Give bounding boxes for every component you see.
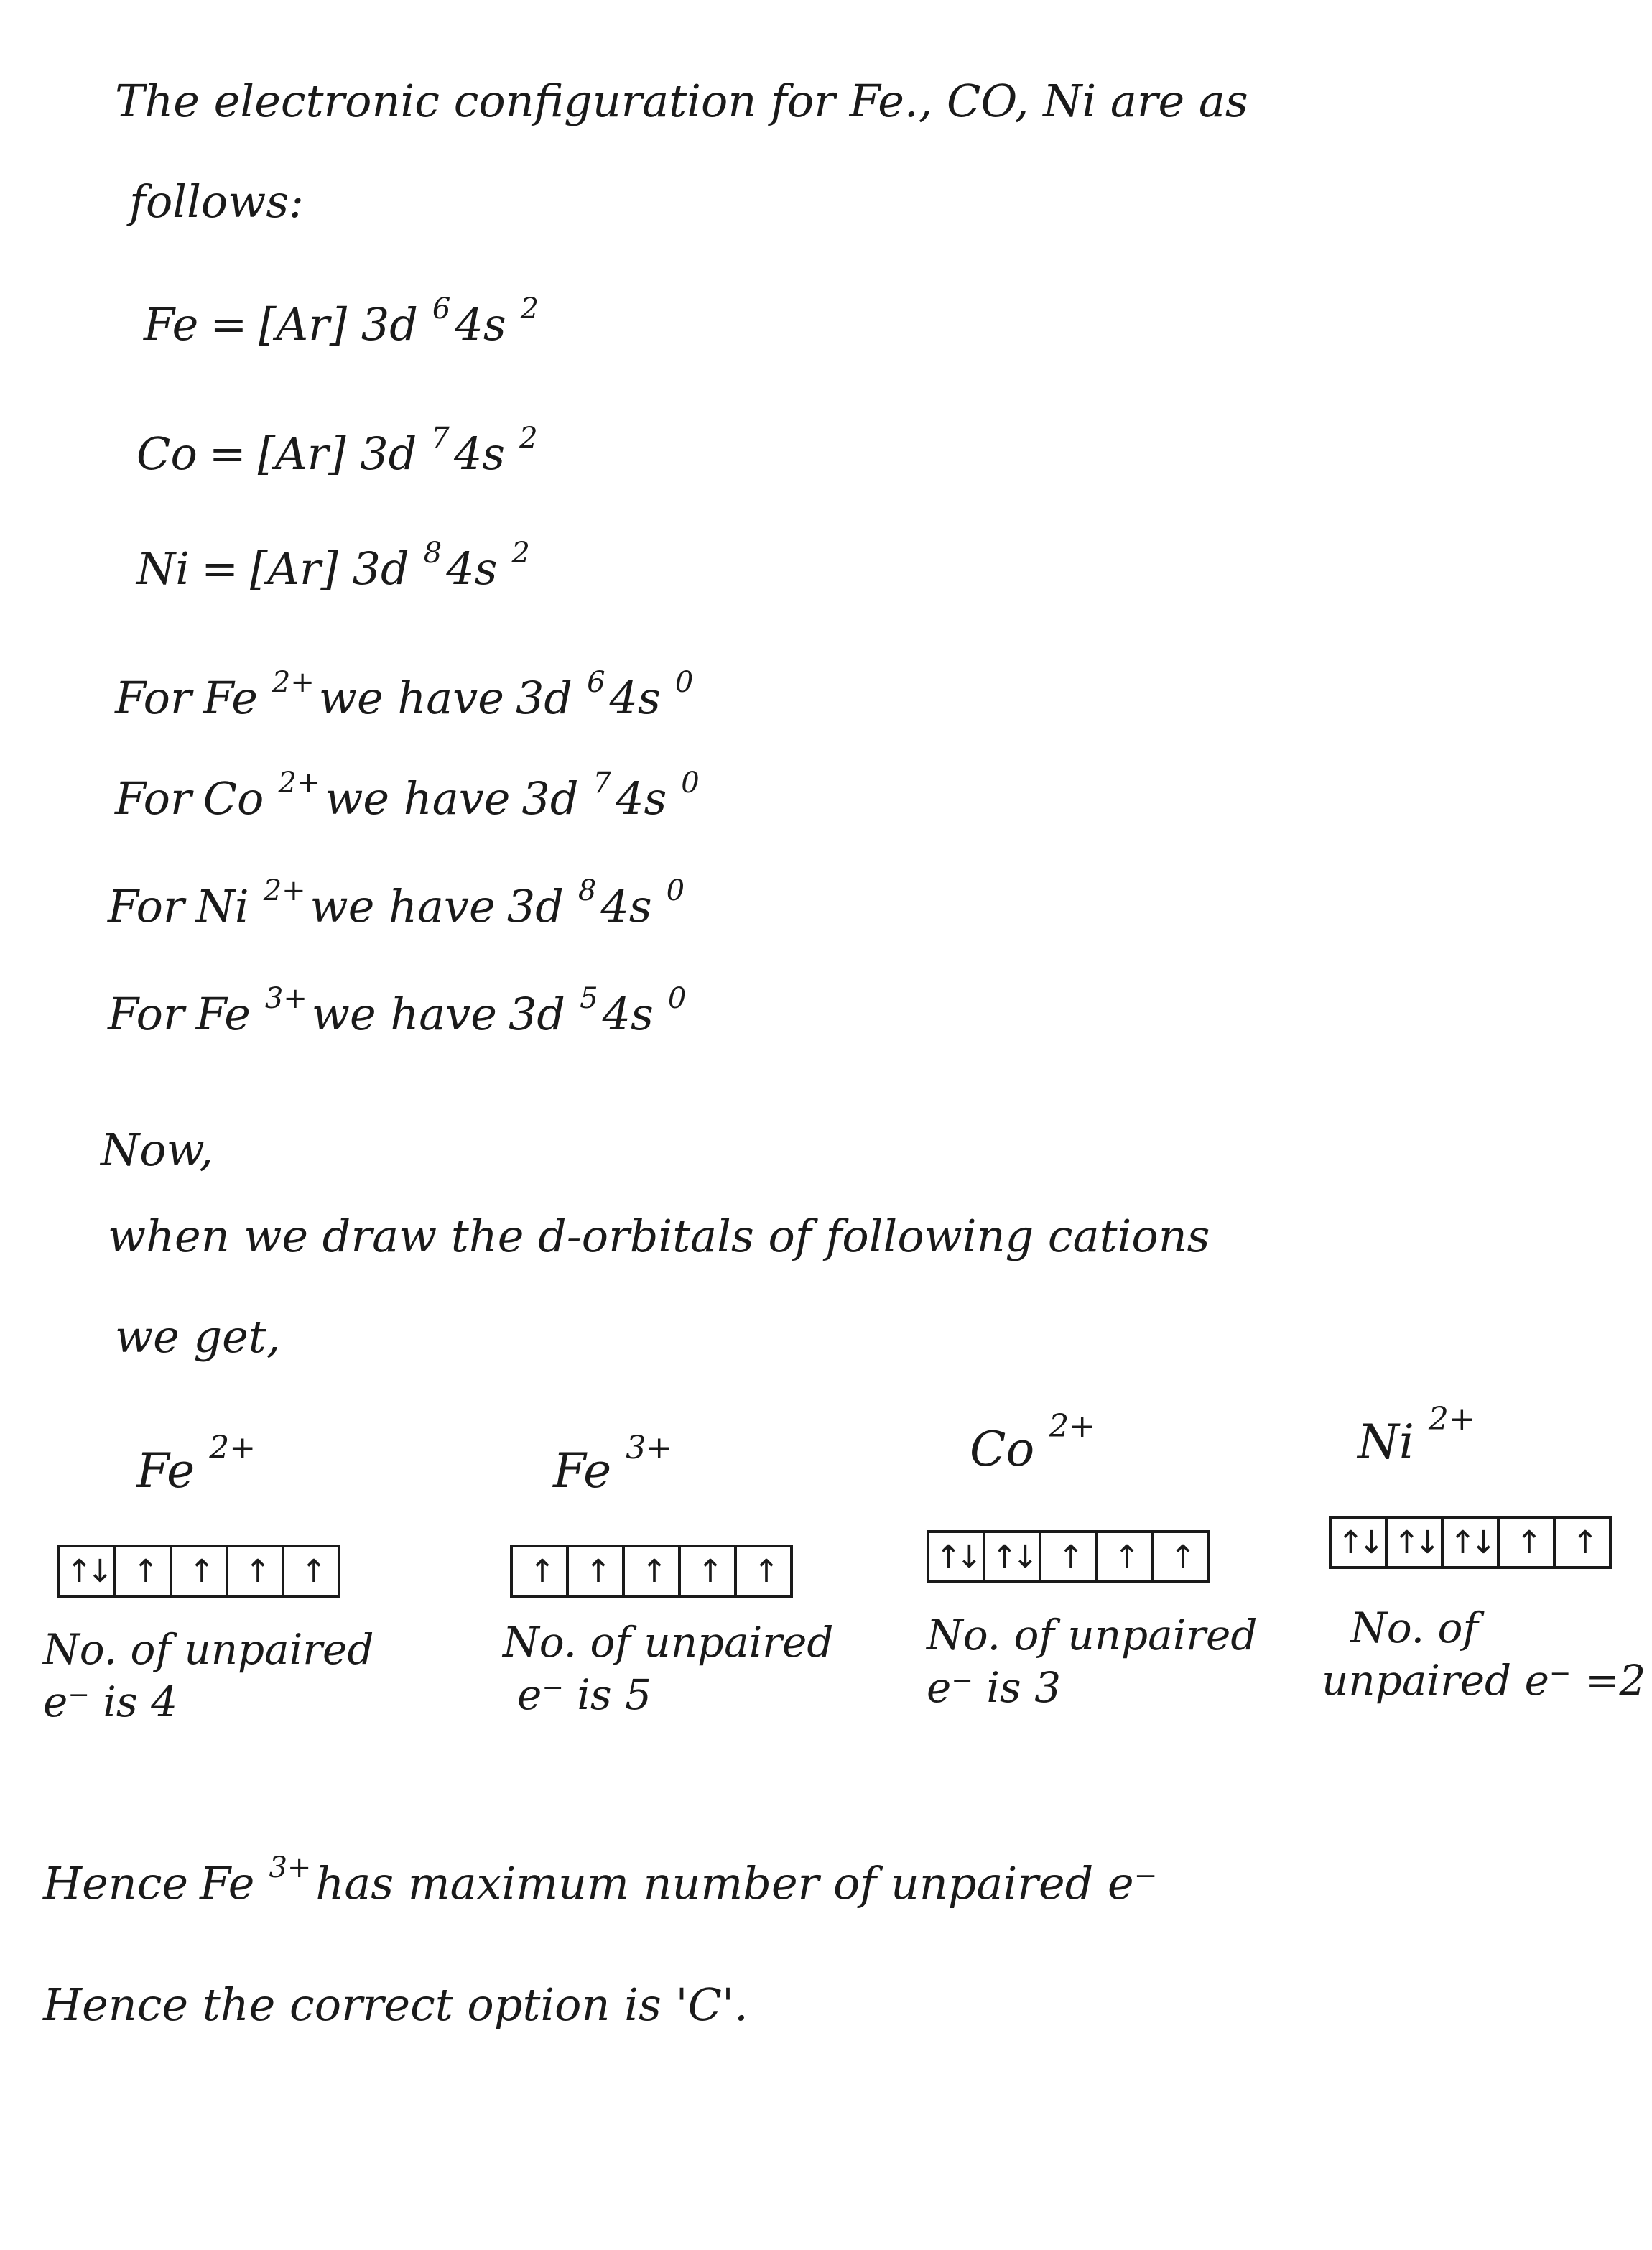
orbital-box: ↑↓ <box>1444 1519 1500 1566</box>
config-s-exponent: 2 <box>520 292 539 325</box>
orbital-box: ↑ <box>1500 1519 1556 1566</box>
ion-element: Fe <box>203 672 258 724</box>
caption-line-2: e⁻ is 5 <box>517 1670 652 1719</box>
cation-charge: 2+ <box>1049 1408 1096 1445</box>
orbital-box: ↑ <box>513 1547 569 1595</box>
caption-line-1: No. of unpaired <box>43 1625 374 1674</box>
cation-element: Fe <box>553 1443 612 1499</box>
orbital-box: ↑↓ <box>1388 1519 1444 1566</box>
conclusion-prefix: Hence <box>43 1857 189 1909</box>
ion-d-exponent: 7 <box>593 767 612 800</box>
ion-d-exponent: 6 <box>587 666 605 699</box>
ion-d: 3d <box>508 988 566 1040</box>
config-core: [Ar] 3d <box>259 298 418 351</box>
caption-fe3 <box>503 1616 834 1721</box>
orbital-box: ↑ <box>681 1547 737 1595</box>
config-s: 4s <box>446 542 498 595</box>
config-equals: = <box>201 542 239 595</box>
ion-s-exponent: 0 <box>674 666 694 699</box>
config-d-exponent: 8 <box>423 537 442 570</box>
ion-prefix: For <box>108 880 185 932</box>
ion-prefix: For <box>108 988 185 1040</box>
config-core: [Ar] 3d <box>257 427 417 480</box>
ion-mid-text: we have <box>311 988 497 1040</box>
orbital-box: ↑ <box>1041 1533 1098 1580</box>
orbital-box: ↑↓ <box>1332 1519 1388 1566</box>
ion-line-co2 <box>115 767 704 825</box>
config-s-exponent: 2 <box>519 422 538 455</box>
ion-s: 4s <box>609 672 661 724</box>
caption-fe2 <box>43 1624 374 1728</box>
caption-co2 <box>927 1609 1258 1713</box>
caption-ni2 <box>1322 1602 1646 1706</box>
config-s: 4s <box>453 427 506 480</box>
ion-s-exponent: 0 <box>681 767 700 800</box>
config-s-exponent: 2 <box>511 537 530 570</box>
ion-d: 3d <box>506 880 564 932</box>
cation-element: Ni <box>1358 1415 1414 1470</box>
now-line-3: we get, <box>115 1310 281 1363</box>
orbital-box: ↑↓ <box>985 1533 1041 1580</box>
ion-s: 4s <box>602 988 654 1040</box>
ion-s: 4s <box>616 772 667 825</box>
ion-element: Ni <box>195 880 249 932</box>
orbital-box: ↑ <box>228 1547 284 1595</box>
ion-charge: 2+ <box>263 874 306 907</box>
orbital-box: ↑ <box>1098 1533 1154 1580</box>
orbital-diagram-fe2 <box>57 1545 340 1598</box>
now-line-1: Now, <box>101 1124 213 1176</box>
cation-charge: 2+ <box>1428 1401 1475 1438</box>
ion-s: 4s <box>600 880 652 932</box>
conclusion-suffix: has maximum number of unpaired e⁻ <box>315 1857 1158 1909</box>
ion-d: 3d <box>521 772 579 825</box>
ion-d-exponent: 8 <box>577 874 597 907</box>
ion-mid-text: we have <box>310 880 496 932</box>
orbital-box: ↑ <box>172 1547 228 1595</box>
config-element: Co <box>136 427 198 480</box>
now-line-2: when we draw the d-orbitals of following cations <box>108 1210 1210 1262</box>
ion-d: 3d <box>515 672 573 724</box>
orbital-box: ↑ <box>625 1547 681 1595</box>
conclusion-line-2: Hence the correct option is 'C'. <box>43 1978 748 2031</box>
ion-mid-text: we have <box>325 772 511 825</box>
ion-prefix: For <box>115 672 192 724</box>
orbital-box: ↑ <box>300 1552 322 1590</box>
config-ni <box>136 537 534 595</box>
ion-charge: 2+ <box>278 767 321 800</box>
ion-element: Co <box>203 772 264 825</box>
caption-line-2: unpaired e⁻ =2 <box>1322 1655 1646 1705</box>
ion-charge: 3+ <box>264 982 307 1015</box>
ion-element: Fe <box>195 988 251 1040</box>
orbital-box: ↑ <box>753 1552 774 1590</box>
conclusion-element: Fe <box>200 1857 255 1909</box>
conclusion-line-1 <box>43 1851 1169 1909</box>
config-core: [Ar] 3d <box>250 542 409 595</box>
config-d-exponent: 6 <box>432 292 451 325</box>
config-element: Ni <box>136 542 190 595</box>
caption-line-2: e⁻ is 3 <box>927 1662 1062 1712</box>
cation-charge: 2+ <box>209 1430 256 1466</box>
caption-line-2: e⁻ is 4 <box>43 1677 178 1726</box>
cation-label-co2 <box>970 1408 1095 1477</box>
caption-line-1: No. of unpaired <box>927 1611 1258 1659</box>
orbital-box: ↑↓ <box>929 1533 985 1580</box>
ion-s-exponent: 0 <box>667 982 687 1015</box>
ion-prefix: For <box>115 772 192 825</box>
config-fe <box>144 292 543 351</box>
config-d-exponent: 7 <box>431 422 450 455</box>
ion-mid-text: we have <box>318 672 504 724</box>
cation-label-ni2 <box>1358 1401 1475 1470</box>
caption-line-1: No. of unpaired <box>503 1618 834 1667</box>
ion-line-fe3 <box>108 982 690 1040</box>
cation-charge: 3+ <box>626 1430 673 1466</box>
cation-label-fe3 <box>553 1430 672 1499</box>
orbital-diagram-ni2 <box>1329 1516 1612 1569</box>
conclusion-charge: 3+ <box>269 1851 312 1884</box>
orbital-box: ↑ <box>116 1547 172 1595</box>
config-co <box>136 422 542 480</box>
config-element: Fe <box>144 298 199 351</box>
orbital-box: ↑↓ <box>60 1547 116 1595</box>
ion-line-fe2 <box>115 666 697 724</box>
orbital-box: ↑ <box>569 1547 625 1595</box>
ion-s-exponent: 0 <box>666 874 685 907</box>
cation-element: Fe <box>136 1443 195 1499</box>
orbital-diagram-co2 <box>927 1530 1210 1583</box>
orbital-diagram-fe3 <box>510 1545 793 1598</box>
config-equals: = <box>210 298 248 351</box>
config-s: 4s <box>455 298 506 351</box>
orbital-box: ↑ <box>1169 1538 1191 1575</box>
ion-d-exponent: 5 <box>580 982 598 1015</box>
ion-line-ni2 <box>108 874 689 932</box>
intro-line-2: follows: <box>129 175 305 228</box>
config-equals: = <box>208 427 246 480</box>
ion-charge: 2+ <box>272 666 315 699</box>
intro-line-1: The electronic configuration for Fe., CO, Ni are as <box>115 75 1248 127</box>
cation-element: Co <box>970 1422 1035 1477</box>
caption-line-1: No. of <box>1350 1603 1478 1652</box>
orbital-box: ↑ <box>1572 1524 1593 1561</box>
cation-label-fe2 <box>136 1430 256 1499</box>
